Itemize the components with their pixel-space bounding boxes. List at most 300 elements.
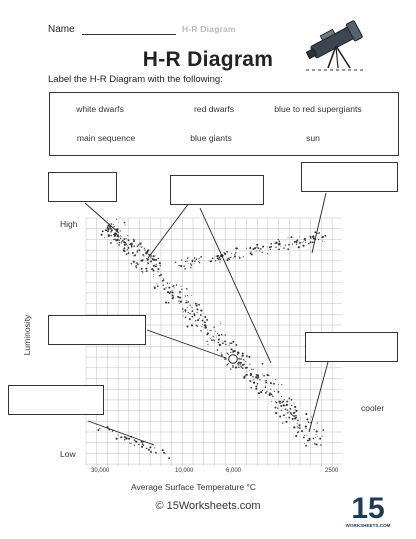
star-dot [279,403,280,404]
star-dot [139,249,141,251]
star-dot [190,304,191,305]
star-dot [235,247,237,249]
star-dot [275,379,276,380]
star-dot [320,444,322,446]
star-dot [245,367,247,369]
star-dot [157,283,158,284]
star-dot [172,292,174,294]
star-dot [262,374,263,375]
star-dot [137,263,139,265]
star-dot [270,249,271,250]
answer-box-5[interactable] [305,332,398,362]
star-dot [107,227,108,228]
star-dot [303,241,304,242]
star-dot [314,443,315,444]
star-dot [308,243,309,244]
star-dot [186,260,187,261]
star-dot [125,439,126,440]
star-dot [235,366,237,368]
star-dot [162,449,164,451]
star-dot [151,258,152,259]
star-dot [155,265,157,267]
star-dot [229,342,230,343]
star-dot [308,438,310,440]
star-dot [106,230,107,231]
answer-box-1[interactable] [48,172,117,202]
star-dot [198,261,199,262]
star-dot [284,399,285,400]
star-dot [215,260,216,261]
star-dot [198,304,200,306]
star-dot [269,246,271,248]
star-dot [213,336,214,337]
star-dot [317,436,318,437]
star-dot [188,312,189,313]
star-dot [219,344,221,346]
star-dot [305,428,306,429]
star-dot [297,426,298,427]
star-dot [292,415,293,416]
star-dot [259,379,260,380]
star-dot [240,366,241,367]
name-label: Name [48,24,75,35]
star-dot [202,320,204,322]
star-dot [158,268,160,270]
star-dot [118,244,119,245]
star-dot [291,405,292,406]
star-dot [318,239,319,240]
star-dot [308,421,310,423]
star-dot [163,278,164,279]
star-dot [230,257,231,258]
star-dot [147,249,149,251]
star-dot [165,301,167,303]
star-dot [134,254,136,256]
star-dot [158,258,160,260]
answer-box-4[interactable] [48,315,146,345]
star-dot [104,237,105,238]
star-dot [217,333,218,334]
star-dot [200,330,202,332]
logo-number: 15 [351,492,385,525]
star-dot [184,268,186,270]
star-dot [238,366,240,368]
star-dot [312,241,314,243]
star-dot [255,386,256,387]
star-dot [186,325,188,327]
star-dot [278,248,280,250]
star-dot [123,247,125,249]
star-dot [285,417,286,418]
star-dot [282,401,284,403]
star-dot [102,230,104,232]
star-dot [217,257,219,259]
star-dot [256,251,257,252]
star-dot [136,251,138,253]
star-dot [194,260,196,262]
star-dot [316,430,318,432]
star-dot [222,340,223,341]
star-dot [119,242,121,244]
star-dot [262,390,263,391]
star-dot [249,370,250,371]
star-dot [216,337,217,338]
star-dot [235,252,237,254]
star-dot [253,379,254,380]
star-dot [314,429,315,430]
star-dot [218,342,220,344]
star-dot [285,421,287,423]
star-dot [193,313,195,315]
star-dot [159,265,160,266]
star-dot [169,283,170,284]
star-dot [206,319,208,321]
star-dot [142,442,143,443]
star-dot [185,261,186,262]
star-dot [285,244,286,245]
star-dot [191,295,192,296]
star-dot [113,226,114,227]
star-dot [278,239,279,240]
star-dot [191,307,192,308]
star-dot [284,405,285,406]
star-dot [185,316,187,318]
star-dot [221,354,223,356]
star-dot [306,426,307,427]
star-dot [194,314,196,316]
star-dot [283,247,284,248]
star-dot [126,253,128,255]
star-dot [317,233,318,234]
star-dot [305,445,307,447]
star-dot [153,274,154,275]
star-dot [128,239,130,241]
star-dot [324,241,325,242]
star-dot [183,265,184,266]
star-dot [119,240,120,241]
star-dot [224,340,226,342]
word-bank-item: main sequence [76,133,136,143]
star-dot [257,376,259,378]
star-dot [295,417,297,419]
star-dot [153,255,155,257]
star-dot [315,434,316,435]
star-dot [275,412,277,414]
star-dot [324,235,326,237]
cooler-label: cooler [361,403,385,413]
star-dot [120,238,121,239]
page-title: H-R Diagram [142,48,274,71]
star-dot [120,436,122,438]
star-dot [202,326,203,327]
star-dot [294,412,295,413]
star-dot [197,319,199,321]
star-dot [133,239,135,241]
star-dot [295,409,296,410]
star-dot [243,359,245,361]
star-dot [200,310,202,312]
star-dot [248,356,250,358]
star-dot [242,352,244,354]
star-dot [142,272,143,273]
star-dot [179,292,180,293]
star-dot [149,446,151,448]
star-dot [297,423,298,424]
star-dot [299,427,301,429]
star-dot [274,391,275,392]
star-dot [250,387,252,389]
star-dot [173,285,174,286]
star-dot [258,247,260,249]
star-dot [239,256,240,257]
x-tick: 2500 [325,468,339,474]
star-dot [183,315,184,316]
star-dot [234,254,235,255]
star-dot [199,262,200,263]
star-dot [162,284,164,286]
star-dot [218,334,220,336]
star-dot [108,234,110,236]
star-dot [262,252,263,253]
star-dot [120,230,121,231]
star-dot [305,413,307,415]
star-dot [147,252,148,253]
star-dot [315,443,317,445]
star-dot [221,334,223,336]
star-dot [165,453,166,454]
star-dot [122,240,124,242]
star-dot [151,268,153,270]
star-dot [131,246,133,248]
star-dot [153,276,154,277]
star-dot [234,255,236,257]
star-dot [156,264,157,265]
star-dot [133,245,135,247]
star-dot [225,344,227,346]
star-dot [265,382,266,383]
star-dot [312,236,314,238]
star-dot [188,263,189,264]
star-dot [295,435,297,437]
star-dot [275,247,276,248]
star-dot [191,324,193,326]
star-dot [265,380,266,381]
luminosity-low-label: Low [60,449,76,459]
star-dot [195,320,196,321]
star-dot [288,417,290,419]
star-dot [283,414,285,416]
star-dot [242,364,244,366]
star-dot [115,233,117,235]
star-dot [134,439,135,440]
star-dot [253,379,254,380]
star-dot [267,253,268,254]
star-dot [179,265,180,266]
star-dot [290,412,292,414]
star-dot [306,435,307,436]
star-dot [257,383,259,385]
star-dot [147,264,148,265]
star-dot [150,451,152,453]
star-dot [197,312,198,313]
star-dot [184,309,186,311]
star-dot [265,392,267,394]
star-dot [146,448,148,450]
star-dot [189,313,190,314]
star-dot [270,243,272,245]
star-dot [292,418,294,420]
star-dot [254,247,256,249]
star-dot [213,340,214,341]
star-dot [144,248,145,249]
star-dot [307,440,309,442]
star-dot [181,286,182,287]
star-dot [157,285,159,287]
star-dot [125,238,126,239]
star-dot [231,343,233,345]
star-dot [116,228,118,230]
star-dot [230,348,232,350]
star-dot [115,239,116,240]
star-dot [294,406,296,408]
answer-box-3[interactable] [301,162,398,192]
star-dot [246,248,247,249]
star-dot [243,256,244,257]
star-dot [240,362,241,363]
star-dot [197,304,198,305]
star-dot [279,401,280,402]
star-dot [198,258,199,259]
star-dot [277,391,279,393]
star-dot [186,288,188,290]
star-dot [216,256,217,257]
star-dot [253,369,254,370]
star-dot [219,261,220,262]
star-dot [319,232,321,234]
star-dot [249,364,250,365]
star-dot [135,265,137,267]
star-dot [304,443,305,444]
word-bank-item: red dwarfs [193,104,235,114]
star-dot [197,326,198,327]
star-dot [196,308,198,310]
star-dot [306,418,308,420]
star-dot [144,249,145,250]
star-dot [191,316,193,318]
star-dot [263,375,265,377]
star-dot [279,240,281,242]
star-dot [256,247,257,248]
star-dot [259,397,260,398]
star-dot [150,260,152,262]
star-dot [230,352,231,353]
answer-box-2[interactable] [170,175,264,205]
star-dot [205,322,206,323]
star-dot [287,412,288,413]
star-dot [218,259,220,261]
star-dot [215,331,216,332]
star-dot [288,244,290,246]
star-dot [141,268,143,270]
star-dot [210,260,212,262]
star-dot [121,242,122,243]
star-dot [250,253,251,254]
star-dot [134,445,135,446]
star-dot [110,242,112,244]
star-dot [304,238,306,240]
star-dot [111,223,113,225]
star-dot [185,295,186,296]
star-dot [220,321,221,322]
star-dot [302,245,304,247]
name-line[interactable] [82,34,176,35]
star-dot [250,373,252,375]
star-dot [165,287,166,288]
star-dot [169,292,171,294]
star-dot [310,236,312,238]
star-dot [188,301,189,302]
star-dot [282,422,283,423]
star-dot [233,257,234,258]
star-dot [217,255,219,257]
star-dot [267,374,269,376]
star-dot [285,409,286,410]
star-dot [124,439,125,440]
star-dot [187,295,188,296]
star-dot [293,415,295,417]
star-dot [290,408,292,410]
star-dot [124,244,126,246]
star-dot [273,383,275,385]
star-dot [124,436,126,438]
star-dot [292,243,293,244]
star-dot [190,267,191,268]
star-dot [138,244,140,246]
star-dot [218,339,220,341]
star-dot [278,401,279,402]
star-dot [315,437,316,438]
star-dot [268,375,269,376]
star-dot [304,435,305,436]
star-dot [213,326,214,327]
star-dot [189,318,191,320]
star-dot [141,271,143,273]
star-dot [190,263,191,264]
star-dot [117,235,119,237]
star-dot [181,259,182,260]
star-dot [204,325,206,327]
star-dot [267,246,268,247]
star-dot [253,382,255,384]
star-dot [181,289,182,290]
star-dot [252,248,254,250]
star-dot [168,457,170,459]
star-dot [129,443,130,444]
star-dot [133,261,135,263]
star-dot [113,239,114,240]
star-dot [183,311,184,312]
star-dot [182,308,184,310]
answer-box-6[interactable] [8,385,104,415]
star-dot [217,349,219,351]
star-dot [295,415,296,416]
star-dot [187,307,188,308]
x-tick: 10,000 [175,468,194,474]
star-dot [269,394,271,396]
star-dot [152,258,154,260]
star-dot [221,352,222,353]
star-dot [299,242,301,244]
